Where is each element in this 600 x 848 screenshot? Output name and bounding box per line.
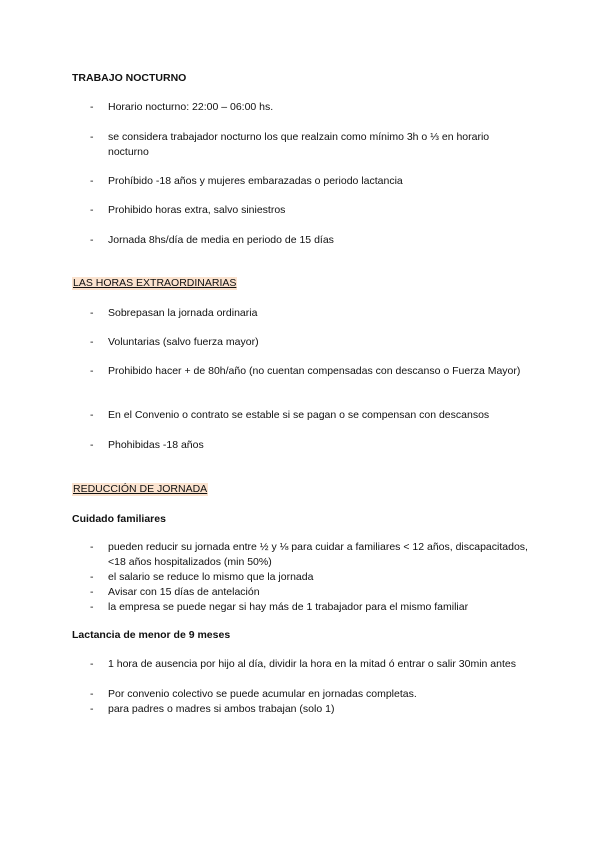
bullet-dash: - — [90, 703, 94, 715]
list-item-text: Prohibido hacer + de 80h/año (no cuentan compensadas con descanso o Fuerza Mayor) — [108, 365, 521, 377]
bullet-dash: - — [90, 234, 94, 246]
bullet-dash: - — [90, 586, 94, 598]
list-item-text: el salario se reduce lo mismo que la jornada — [108, 571, 314, 583]
list-item-text: 1 hora de ausencia por hijo al día, dividir la hora en la mitad ó entrar o salir 30min antes — [108, 658, 516, 670]
bullet-dash: - — [90, 307, 94, 319]
list-item-text: En el Convenio o contrato se estable si se pagan o se compensan con descansos — [108, 409, 490, 421]
subsection-title-lactancia: Lactancia de menor de 9 meses — [72, 629, 231, 641]
list-item-text: Jornada 8hs/día de media en periodo de 15 días — [108, 234, 334, 246]
list-item-text: la empresa se puede negar si hay más de 1 trabajador para el mismo familiar — [108, 601, 469, 613]
bullet-dash: - — [90, 688, 94, 700]
bullet-dash: - — [90, 601, 94, 613]
bullet-dash: - — [90, 131, 94, 143]
bullet-dash: - — [90, 204, 94, 216]
bullet-dash: - — [90, 409, 94, 421]
bullet-dash: - — [90, 365, 94, 377]
bullet-dash: - — [90, 571, 94, 583]
bullet-dash: - — [90, 541, 94, 553]
bullet-dash: - — [90, 175, 94, 187]
list-item-text: para padres o madres si ambos trabajan (solo 1) — [108, 703, 335, 715]
list-item-text: se considera trabajador nocturno los que realzain como mínimo 3h o ⅓ en horario nocturno — [108, 131, 490, 158]
list-item-text: Horario nocturno: 22:00 – 06:00 hs. — [108, 101, 274, 113]
list-item-text: Por convenio colectivo se puede acumular en jornadas completas. — [108, 688, 417, 700]
section-title-reduccion-jornada: REDUCCIÓN DE JORNADA — [73, 483, 208, 495]
bullet-dash: - — [90, 439, 94, 451]
section-title-horas-extraordinarias: LAS HORAS EXTRAORDINARIAS — [73, 277, 237, 289]
bullet-dash: - — [90, 658, 94, 670]
list-item-text: Avisar con 15 días de antelación — [108, 586, 260, 598]
subsection-title-cuidado-familiares: Cuidado familiares — [72, 513, 166, 525]
list-item-text: pueden reducir su jornada entre ½ y ⅛ para cuidar a familiares < 12 años, discapacitados, <18 años hospitalizados (min 50%) — [108, 541, 528, 568]
list-item-text: Phohibidas -18 años — [108, 439, 204, 451]
list-item-text: Prohíbido -18 años y mujeres embarazadas o periodo lactancia — [108, 175, 403, 187]
section-title-trabajo-nocturno: TRABAJO NOCTURNO — [72, 72, 187, 84]
list-item-text: Voluntarias (salvo fuerza mayor) — [108, 336, 259, 348]
bullet-dash: - — [90, 101, 94, 113]
list-item-text: Sobrepasan la jornada ordinaria — [108, 307, 258, 319]
list-item-text: Prohibido horas extra, salvo siniestros — [108, 204, 286, 216]
bullet-dash: - — [90, 336, 94, 348]
